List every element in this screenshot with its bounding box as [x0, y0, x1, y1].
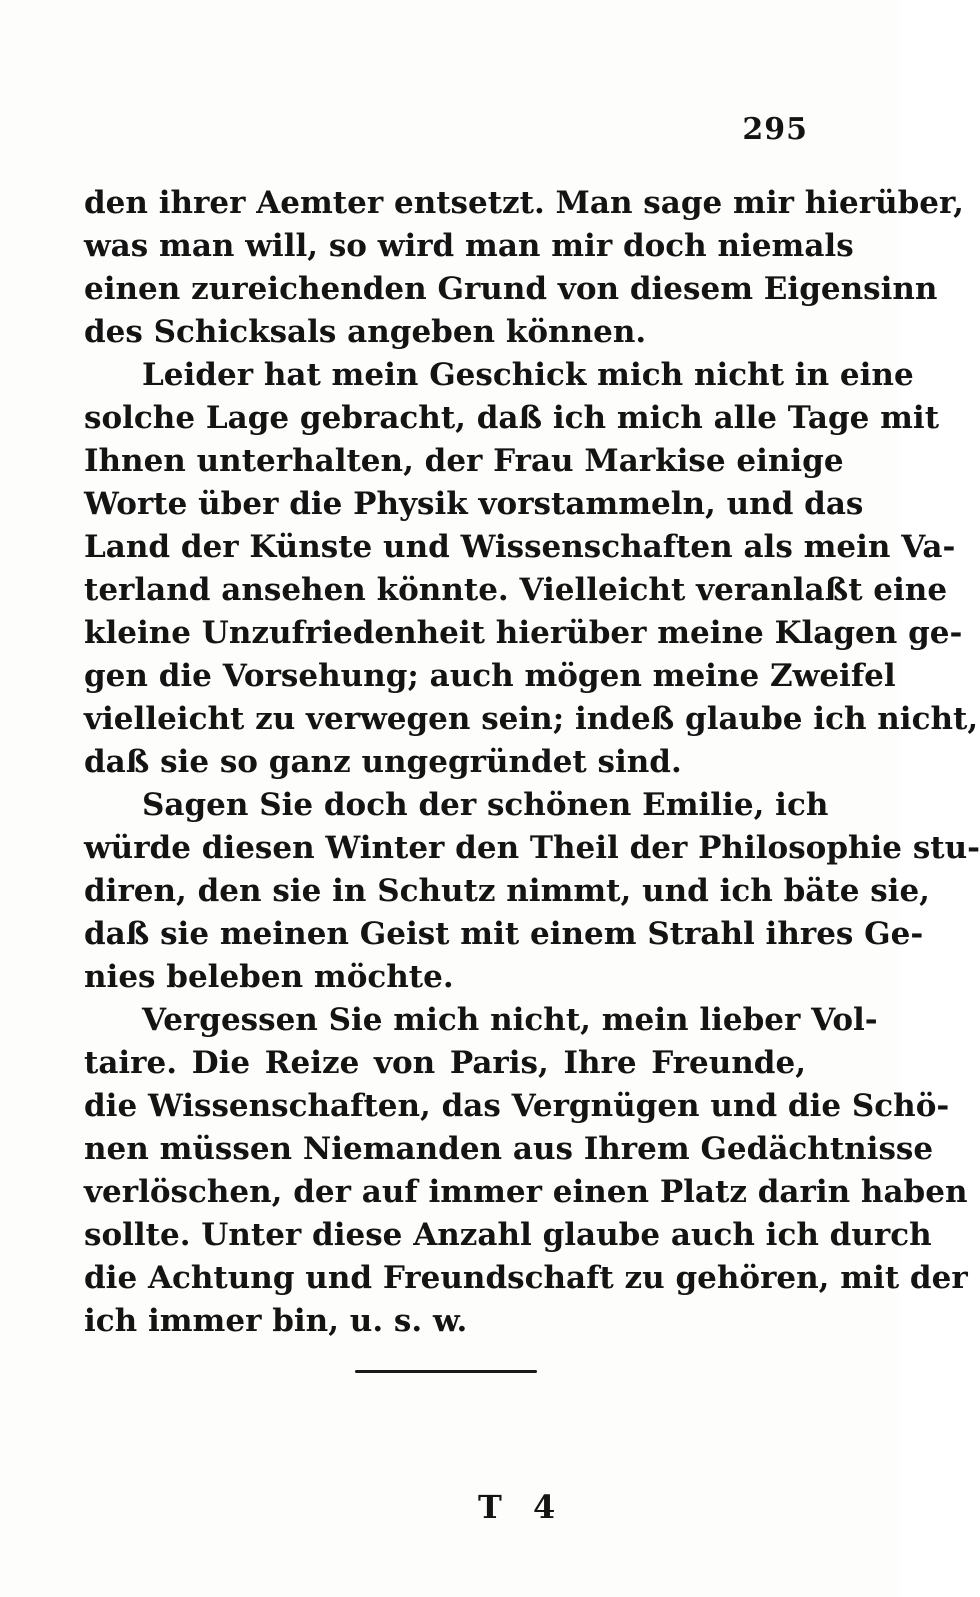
text-line: des Schicksals angeben können.: [84, 314, 647, 350]
text-line: Land der Künste und Wissenschaften als mein Va-: [84, 529, 956, 565]
paragraph-start-line: Leider hat mein Geschick mich nicht in eine: [142, 357, 914, 393]
text-line: einen zureichenden Grund von diesem Eigensinn: [84, 271, 938, 307]
text-line: daß sie so ganz ungegründet sind.: [84, 744, 682, 780]
section-divider-rule: [355, 1370, 537, 1373]
text-line: ich immer bin, u. s. w.: [84, 1303, 468, 1339]
text-line: den ihrer Aemter entsetzt. Man sage mir hierüber,: [84, 185, 964, 221]
letter-text: [84, 182, 980, 1343]
text-line: die Achtung und Freundschaft zu gehören, mit der: [84, 1260, 968, 1296]
text-line: verlöschen, der auf immer einen Platz darin haben: [84, 1174, 968, 1210]
text-line: daß sie meinen Geist mit einem Strahl ihres Ge-: [84, 916, 924, 952]
text-line: Worte über die Physik vorstammeln, und das: [84, 486, 864, 522]
text-line: gen die Vorsehung; auch mögen meine Zweifel: [84, 658, 896, 694]
text-line: kleine Unzufriedenheit hierüber meine Klagen ge-: [84, 615, 963, 651]
page-number: 295: [742, 112, 808, 147]
text-line: Ihnen unterhalten, der Frau Markise einige: [84, 443, 844, 479]
text-line: sollte. Unter diese Anzahl glaube auch ich durch: [84, 1217, 932, 1253]
text-line: diren, den sie in Schutz nimmt, und ich bäte sie,: [84, 873, 930, 909]
text-line: die Wissenschaften, das Vergnügen und die Schö-: [84, 1088, 950, 1124]
text-line: was man will, so wird man mir doch niemals: [84, 228, 854, 264]
text-line: solche Lage gebracht, daß ich mich alle Tage mit: [84, 400, 940, 436]
text-line: taire. Die Reize von Paris, Ihre Freunde,: [84, 1045, 806, 1081]
paragraph-start-line: Sagen Sie doch der schönen Emilie, ich: [142, 787, 829, 823]
text-line: würde diesen Winter den Theil der Philosophie stu-: [84, 830, 980, 866]
text-line: terland ansehen könnte. Vielleicht veranlaßt eine: [84, 572, 948, 608]
text-line: vielleicht zu verwegen sein; indeß glaube ich nicht,: [84, 701, 979, 737]
text-line: nen müssen Niemanden aus Ihrem Gedächtnisse: [84, 1131, 934, 1167]
text-line: nies beleben möchte.: [84, 959, 454, 995]
signature-mark: T 4: [478, 1488, 566, 1526]
paragraph-start-line: Vergessen Sie mich nicht, mein lieber Vol-: [142, 1002, 878, 1038]
